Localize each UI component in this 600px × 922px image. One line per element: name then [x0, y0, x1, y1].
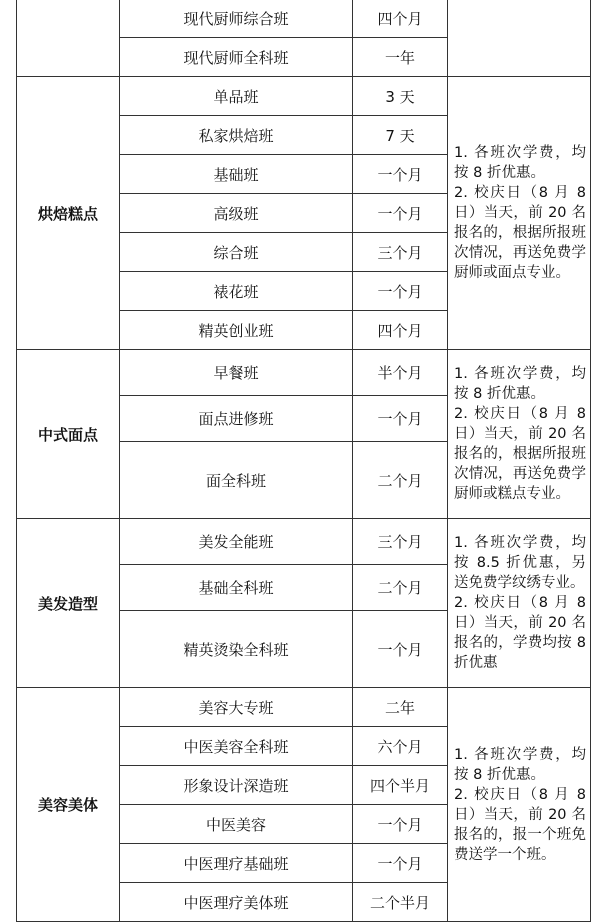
duration-cell: 二个月: [353, 565, 448, 611]
class-name-cell: 综合班: [120, 233, 353, 272]
category-cell: 烘焙糕点: [17, 77, 120, 350]
table-row: [17, 350, 591, 396]
category-cell: [17, 0, 120, 77]
class-name-cell: 面点进修班: [120, 396, 353, 442]
note-line: 1. 各班次学费，均按 8.5 折优惠，另送免费学纹绣专业。: [454, 535, 586, 591]
duration-cell: 四个月: [353, 0, 448, 38]
duration-cell: 四个月: [353, 311, 448, 350]
duration-cell: 六个月: [353, 727, 448, 766]
duration-cell: 一个月: [353, 844, 448, 883]
duration-cell: 二个半月: [353, 883, 448, 922]
class-name-cell: 美发全能班: [120, 519, 353, 565]
class-name-cell: 裱花班: [120, 272, 353, 311]
duration-cell: 一个月: [353, 611, 448, 688]
note-line: 2. 校庆日（8 月 8 日）当天，前 20 名报名的，报一个班免费送学一个班。: [454, 786, 586, 863]
note-cell: [448, 519, 591, 688]
note-cell: [448, 0, 591, 77]
note-line: 1. 各班次学费，均按 8 折优惠。: [454, 145, 586, 181]
class-name-cell: 现代厨师全科班: [120, 38, 353, 77]
class-name-cell: 精英创业班: [120, 311, 353, 350]
note-cell: [448, 350, 591, 519]
class-name-cell: 面全科班: [120, 442, 353, 519]
duration-cell: 一个月: [353, 194, 448, 233]
duration-cell: 3 天: [353, 77, 448, 116]
class-name-cell: 私家烘焙班: [120, 116, 353, 155]
class-name-cell: 美容大专班: [120, 688, 353, 727]
duration-cell: 半个月: [353, 350, 448, 396]
note-line: 1. 各班次学费，均按 8 折优惠。: [454, 366, 586, 402]
class-name-cell: 现代厨师综合班: [120, 0, 353, 38]
note-cell: [448, 688, 591, 922]
table-row: [17, 0, 591, 38]
category-cell: 美容美体: [17, 688, 120, 922]
note-cell: [448, 77, 591, 350]
table-row: [17, 688, 591, 727]
class-name-cell: 中医美容全科班: [120, 727, 353, 766]
duration-cell: 一年: [353, 38, 448, 77]
duration-cell: 二个月: [353, 442, 448, 519]
class-name-cell: 基础班: [120, 155, 353, 194]
course-table: [16, 0, 591, 922]
class-name-cell: 单品班: [120, 77, 353, 116]
class-name-cell: 基础全科班: [120, 565, 353, 611]
note-line: 1. 各班次学费，均按 8 折优惠。: [454, 746, 586, 783]
duration-cell: 三个月: [353, 519, 448, 565]
class-name-cell: 形象设计深造班: [120, 766, 353, 805]
duration-cell: 一个月: [353, 396, 448, 442]
duration-cell: 一个月: [353, 272, 448, 311]
note-line: 2. 校庆日（8 月 8 日）当天，前 20 名报名的，根据所报班次情况，再送免费学厨师或糕点专业。: [454, 406, 586, 502]
class-name-cell: 精英烫染全科班: [120, 611, 353, 688]
duration-cell: 三个月: [353, 233, 448, 272]
note-line: 2. 校庆日（8 月 8 日）当天，前 20 名报名的，根据所报班次情况，再送免费学厨师或面点专业。: [454, 185, 586, 281]
category-cell: 中式面点: [17, 350, 120, 519]
duration-cell: 二年: [353, 688, 448, 727]
category-cell: 美发造型: [17, 519, 120, 688]
note-line: 2. 校庆日（8 月 8 日）当天，前 20 名报名的，学费均按 8 折优惠: [454, 595, 586, 671]
class-name-cell: 早餐班: [120, 350, 353, 396]
class-name-cell: 中医理疗美体班: [120, 883, 353, 922]
duration-cell: 四个半月: [353, 766, 448, 805]
duration-cell: 一个月: [353, 155, 448, 194]
duration-cell: 一个月: [353, 805, 448, 844]
class-name-cell: 中医美容: [120, 805, 353, 844]
duration-cell: 7 天: [353, 116, 448, 155]
table-row: [17, 77, 591, 116]
class-name-cell: 中医理疗基础班: [120, 844, 353, 883]
table-row: [17, 519, 591, 565]
class-name-cell: 高级班: [120, 194, 353, 233]
